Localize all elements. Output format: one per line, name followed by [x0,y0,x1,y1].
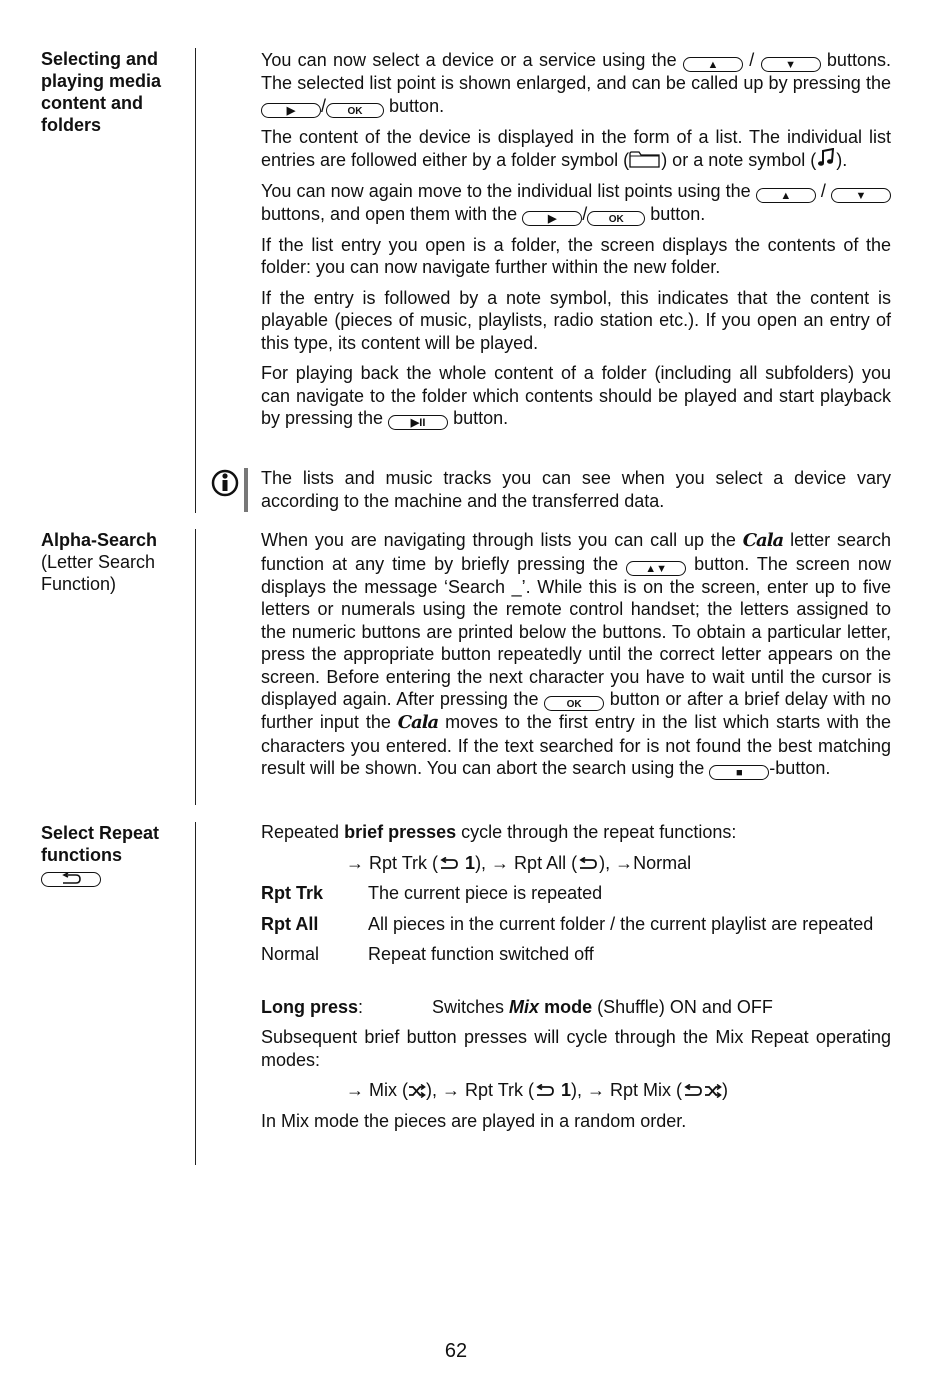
paragraph: For playing back the whole content of a folder (including all subfolders) you can navigate to the folder which contents should be played and start playback by pressing the ▶II button. [261,363,891,429]
divider-line [195,529,196,805]
long-press-row: Long press: Switches Mix mode (Shuffle) ON and OFF [261,996,773,1017]
arrow-icon: → [346,1080,364,1100]
divider-line [195,822,196,1165]
repeat-icon [577,857,599,871]
section-heading: Select Repeat functions [41,822,191,888]
folder-icon [629,150,661,168]
up-button-icon: ▲ [683,57,743,72]
up-down-button-icon: ▲▼ [626,561,686,576]
paragraph: You can now select a device or a service using the ▲ / ▼ buttons. The selected list point is shown enlarged, and can be called up by pressing the ▶ / OK button. [261,50,891,117]
repeat-cycle: → Rpt Trk ( 1), → Rpt All ( ), →Normal [346,852,692,873]
play-pause-button-icon: ▶II [388,415,448,430]
section-heading: Selecting and playing media content and folders [41,49,162,135]
paragraph: If the list entry you open is a folder, the screen displays the contents of the folder: you can now navigate further within the new folder. [261,234,891,277]
ok-button-icon: OK [544,696,604,711]
ok-button-icon: OK [587,211,645,226]
paragraph: Subsequent brief button presses will cycle through the Mix Repeat operating modes: [261,1027,891,1070]
repeat-icon [682,1084,704,1098]
info-bar [244,468,248,512]
page-number: 62 [444,1340,468,1362]
section-body [261,821,891,1140]
repeat-icon [438,857,460,871]
cala-logo: Cala [742,530,784,551]
info-note: The lists and music tracks you can see when you select a device vary according to the machine and the transferred data. [261,468,891,511]
repeat-button-icon [41,872,101,887]
section-heading: Alpha-Search (Letter Search Function) [41,530,158,594]
paragraph: You can now again move to the individual list points using the ▲ / ▼ buttons, and open them with the ▶ / OK button. [261,180,891,226]
repeat-icon [534,1084,556,1098]
up-button-icon: ▲ [756,188,816,203]
paragraph: In Mix mode the pieces are played in a random order. [261,1110,687,1131]
music-note-icon [816,148,836,168]
paragraph: Repeated brief presses cycle through the repeat functions: [261,822,737,842]
section-body [261,529,891,788]
definition-row: Normal Repeat function switched off [261,944,594,964]
ok-button-icon: OK [326,103,384,118]
down-button-icon: ▼ [831,188,891,203]
stop-button-icon: ■ [709,765,769,780]
paragraph: When you are navigating through lists you can call up the Cala letter search function at any time by briefly pressing the ▲▼ button. The screen now displays the message ‘Search _’. While this is on the screen, enter up to five letters or numerals using the remote control handset; the letters assigned to the numeric buttons are printed below the buttons. To obtain a particular letter, press the appropriate button repeatedly until the correct letter appears on the screen. Before entering the next character you have to wait until the cursor is displayed again. After pressing the OK button or after a brief delay with no further input the Cala moves to the first entry in the list which starts with the characters you entered. If the text searched for is not found the best matching result will be shown. You can abort the search using the ■ -button. [261,530,891,779]
play-button-icon: ▶ [261,103,321,118]
divider-line [195,48,196,513]
mix-cycle: → Mix ( ), → Rpt Trk ( 1), → Rpt Mix ( ) [346,1080,729,1100]
arrow-icon: → [346,852,364,873]
section-body [261,49,891,438]
shuffle-icon [704,1084,722,1098]
definition-row: Rpt Trk The current piece is repeated [261,883,603,903]
info-icon [211,469,239,497]
play-button-icon: ▶ [522,211,582,226]
definition-row: Rpt All All pieces in the current folder / the current playlist are repeated [261,913,874,934]
cala-logo: Cala [397,712,439,733]
paragraph: If the entry is followed by a note symbol, this indicates that the content is playable (pieces of music, playlists, radio station etc.). If you open an entry of this type, its content will be played. [261,287,891,353]
down-button-icon: ▼ [761,57,821,72]
paragraph: The content of the device is displayed in the form of a list. The individual list entries are followed either by a folder symbol ( ) or a note symbol ( ). [261,126,891,170]
shuffle-icon [408,1084,426,1098]
definition-list [261,882,891,966]
